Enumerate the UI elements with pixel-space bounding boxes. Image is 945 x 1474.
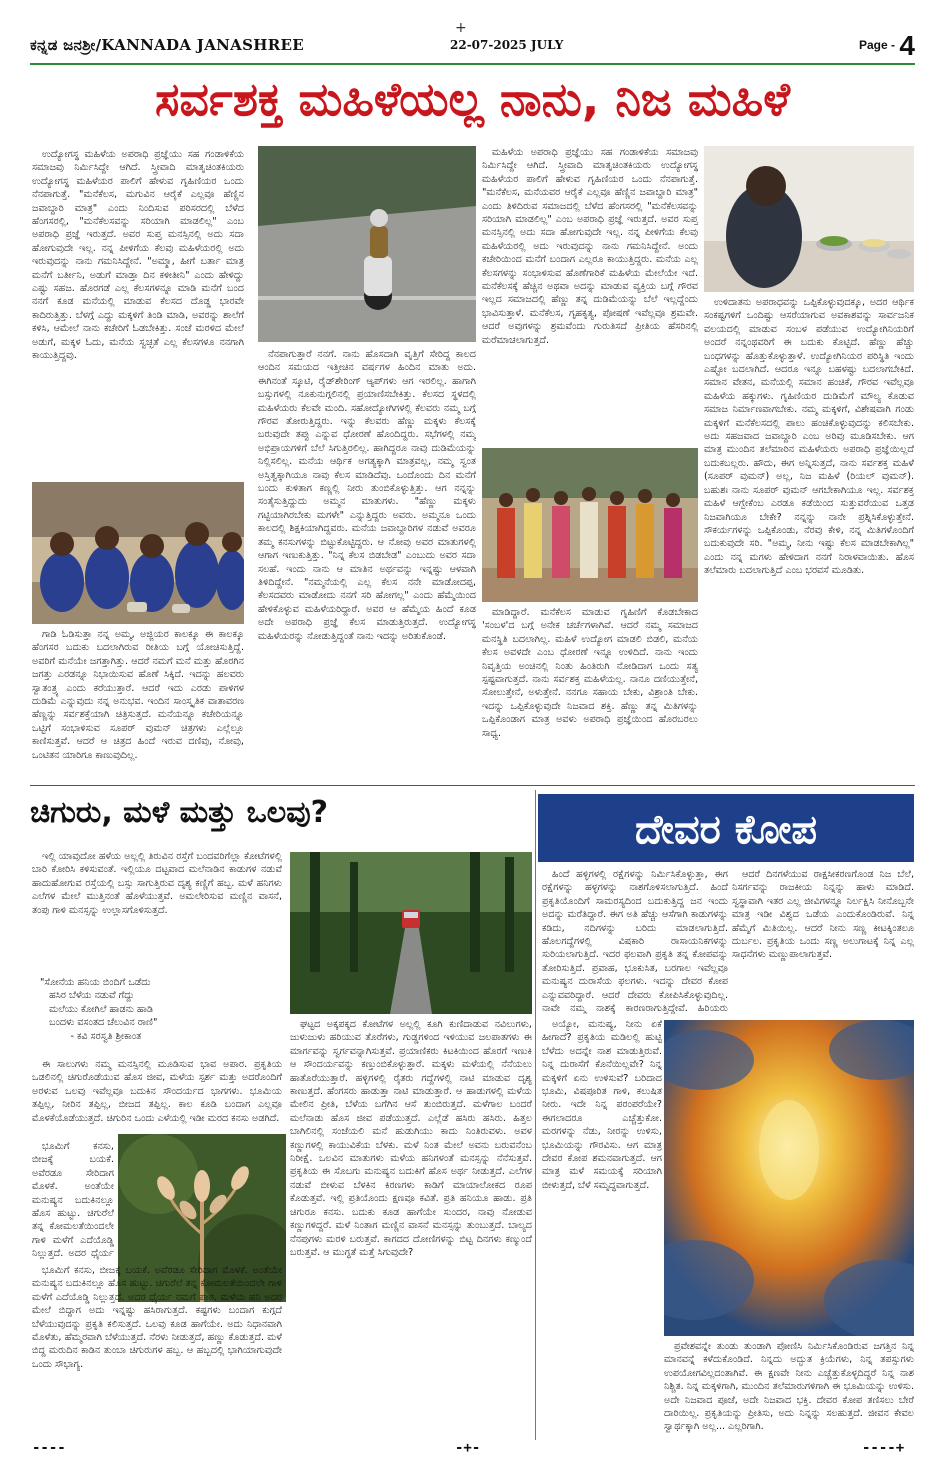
main-col2-paragraph: ನೆನಪಾಗುತ್ತಾರೆ ನನಗೆ. ನಾನು ಹೊಸದಾಗಿ ವೃತ್ತಿಗೆ ಸೇರಿದ್ದ ಕಾಲದ ಆಂದಿನ ಸಮಯದ ಇತ್ತೀಚಿನ ವರ್ಷಗಳ ಹಿಂದಿನ ಮಾತು ಅದು. ಈಗಿನಂತೆ ಸ್ಕೂಟಿ, ರೈಡ್‌ಶೇರಿಂಗ್ ಆ್ಯಪ್‌ಗಳು ಆಗ ಇರಲಿಲ್ಲ. ಹಾಗಾಗಿ ಬಸ್ಸುಗಳಲ್ಲಿ ನೂಕುನುಗ್ಗಲಿನಲ್ಲಿ ಪ್ರಯಾಣಿಸಬೇಕಿತ್ತು. ಕೆಲಸದ ಸ್ಥಳದಲ್ಲಿ ಮಹಿಳೆಯರು ಕೆಲವೇ ಮಂದಿ. ಸಹೋದ್ಯೋಗಿಗಳಲ್ಲಿ ಕೆಲವರು ನಮ್ಮ ಬಗ್ಗೆ ಗೌರವ ತೋರುತ್ತಿದ್ದರು. ಇನ್ನು ಕೆಲವರು ಹೆಣ್ಣು ಮಕ್ಕಳು ಕೆಲಸಕ್ಕೆ ಬರುವುದೇ ತಪ್ಪು ಎನ್ನುವ ಧೋರಣೆ ಹೊಂದಿದ್ದರು. ಸಭೆಗಳಲ್ಲಿ ನಮ್ಮ ಅಭಿಪ್ರಾಯಗಳಿಗೆ ಬೆಲೆ ಸಿಗುತ್ತಿರಲಿಲ್ಲ. ಹಾಗಿದ್ದರೂ ನಾವು ದುಡಿಮೆಯನ್ನು ನಿಲ್ಲಿಸಲಿಲ್ಲ. ಮನೆಯ ಆರ್ಥಿಕ ಅಗತ್ಯಕ್ಕಾಗಿ ಮಾತ್ರವಲ್ಲ, ನಮ್ಮ ಸ್ವಂತ ಅಸ್ತಿತ್ವಕ್ಕಾಗಿಯೂ ನಾವು ಕೆಲಸ ಮಾಡಿದೆವು. ಒಂದೊಂದು ದಿನ ಮನೆಗೆ ಬಂದು ಕುಳಿತಾಗ ಕಣ್ಣಲ್ಲಿ ನೀರು ತುಂಬಿಕೊಳ್ಳುತ್ತಿತ್ತು. ಆಗ ನನ್ನನ್ನು ಸಂತೈಸುತ್ತಿದ್ದುದು ಅಮ್ಮನ ಮಾತುಗಳು. "ಹೆಣ್ಣು ಮಕ್ಕಳು ಗಟ್ಟಿಯಾಗಿರಬೇಕು ಮಗಳೇ" ಎನ್ನುತ್ತಿದ್ದರು ಅವರು. ಅಮ್ಮನೂ ಒಂದು ಕಾಲದಲ್ಲಿ ಶಿಕ್ಷಕಿಯಾಗಿದ್ದವರು. ಮನೆಯ ಜವಾಬ್ದಾರಿಗಳ ನಡುವೆ ಅವರೂ ತಮ್ಮ ಕನಸುಗಳನ್ನು ಬಿಟ್ಟುಕೊಟ್ಟಿದ್ದರು. ಆ ನೋವು ಅವರ ಮಾತುಗಳಲ್ಲಿ ಆಗಾಗ ಇಣುಕುತ್ತಿತ್ತು. "ನಿನ್ನ ಕೆಲಸ ಬಿಡಬೇಡ" ಎಂಬುದು ಅವರ ಸದಾ ಸಲಹೆ. ಇಂದು ನಾನು ಆ ಮಾತಿನ ಅರ್ಥವನ್ನು ಇನ್ನಷ್ಟು ಆಳವಾಗಿ ತಿಳಿದಿದ್ದೇನೆ. "ನಮ್ಮನೆಯಲ್ಲಿ ಎಲ್ಲ ಕೆಲಸ ನನೇ ಮಾಡೋದಪ್ಪ, ಕೆಲಸದವರು ಮಾಡೋದು ನನಗೆ ಸರಿ ಹೋಗಲ್ಲ" ಎಂದು ಹೆಮ್ಮೆಯಿಂದ ಹೇಳಿಕೊಳ್ಳುವ ಮಹಿಳೆಯರಿದ್ದಾರೆ. ಅವರ ಆ ಹೆಮ್ಮೆಯ ಹಿಂದೆ ಕೂಡ ಅದೇ ಅಪರಾಧಿ ಪ್ರಜ್ಞೆ ಕೆಲಸ ಮಾಡುತ್ತಿರುತ್ತದೆ. ಉದ್ಯೋಗಸ್ಥ ಮಹಿಳೆಯರನ್ನು ನೋಡುತ್ತಿದ್ದಂತೆ ನಾನು ಇದನ್ನು ಅರಿತುಕೊಂಡೆ.: [258, 349, 476, 642]
main-article-col4: [704, 296, 914, 780]
photo-woman-kitchen: [704, 146, 914, 292]
main-article-col2: [258, 348, 476, 780]
third-article-col1-b: [542, 1018, 662, 1434]
main-col3-paragraph: ಮಹಿಳೆಯ ಅಪರಾಧಿ ಪ್ರಜ್ಞೆಯು ಸಹ ಗಂಡಾಳಿಕೆಯ ಸಮಾಜವು ನಿರ್ಮಿಸಿದ್ದೇ ಆಗಿದೆ. ಸ್ತ್ರೀವಾದಿ ಮಾತೃಚಿಂತಕಿಯರು ಉದ್ಯೋಗಸ್ಥ ಮಹಿಳೆಯರ ಪಾಲಿಗೆ ಹೇಳುವ ಗೃಹಿಣಿಯರ ಒಂದು ನೆನಪಾಗುತ್ತೆ. "ಮನೆಕೆಲಸ, ಮನೆಯವರ ಆರೈಕೆ ಎಲ್ಲವೂ ಹೆಣ್ಣಿನ ಜವಾಬ್ದಾರಿ ಮಾತ್ರ" ಎಂದು ತಿಳಿದಿರುವ ಸಮಾಜದಲ್ಲಿ ಬೆಳೆದ ಹೆಂಗಸರಲ್ಲಿ "ಮನೆಕೆಲಸವನ್ನು ಸರಿಯಾಗಿ ಮಾಡಲಿಲ್ಲ" ಎಂಬ ಅಪರಾಧಿ ಪ್ರಜ್ಞೆ ಇರುತ್ತದೆ. ಅವರ ಸುಪ್ತ ಮನಸ್ಸಿನಲ್ಲಿ ಅದು ಸದಾ ಹೋಗುವುದೇ ಇಲ್ಲ. ನನ್ನ ಪೀಳಿಗೆಯ ಕೆಲವು ಮಹಿಳೆಯರಲ್ಲಿ ಅದು ಇರುವುದನ್ನು ನಾನು ಗಮನಿಸಿದ್ದೇನೆ. ಅಂದು ಕಚೇರಿಯಿಂದ ಮನೆಗೆ ಬಂದಾಗ ಎಲ್ಲರೂ ಕಾಯುತ್ತಿದ್ದರು. ಮನೆಯ ಎಲ್ಲ ಕೆಲಸಗಳನ್ನು ಸಂಭಾಳಿಸುವ ಹೊಣೆಗಾರಿಕೆ ಮಹಿಳೆಯ ಮೇಲೆಯೇ ಇದೆ. ಮನೆಕೆಲಸಕ್ಕೆ ಹೆಚ್ಚಿನ ಅಥವಾ ಅದನ್ನು ಮಾಡುವ ವ್ಯಕ್ತಿಯ ಬಗ್ಗೆ ಗೌರವ ಇಲ್ಲದ ಸಮಾಜದಲ್ಲಿ ಹೆಣ್ಣು ತನ್ನ ದುಡಿಮೆಯನ್ನು ಬೆಲೆ ಇಲ್ಲದ್ದೆಂದು ಭಾವಿಸುತ್ತಾಳೆ. ಮನೆಕೆಲಸ, ಗೃಹಕೃತ್ಯ, ಪೋಷಣೆ ಇವೆಲ್ಲವೂ ಶ್ರಮವೇ. ಆದರೆ ಅವುಗಳನ್ನು ಶ್ರಮವೆಂದು ಗುರುತಿಸದೆ ಪ್ರೀತಿಯ ಹೆಸರಿನಲ್ಲಿ ಮರೆಮಾಚಲಾಗುತ್ತದೆ.: [482, 147, 698, 346]
footer-right-mark: ----+: [862, 1440, 905, 1456]
second-col2-paragraph: ಘಟ್ಟದ ಅಕ್ಕಪಕ್ಕದ ಕೋಟೆಗಳ ಅಲ್ಲಲ್ಲಿ ಕೂಗಿ ಕುಣಿದಾಡುವ ನವಿಲುಗಳು, ಜುಳುಜುಳು ಹರಿಯುವ ತೊರೆಗಳು, ಗುಡ್ಡಗಳಿಂದ ಇಳಿಯುವ ಜಲಪಾತಗಳು ಈ ಮಾರ್ಗವನ್ನು ಸ್ವರ್ಗವನ್ನಾಗಿಸುತ್ತವೆ. ಪ್ರಯಾಣಿಕರು ಕಿಟಕಿಯಿಂದ ಹೊರಗೆ ಇಣುಕಿ ಆ ಸೌಂದರ್ಯವನ್ನು ಕಣ್ತುಂಬಿಕೊಳ್ಳುತ್ತಾರೆ. ಮಕ್ಕಳು ಮಳೆಯಲ್ಲಿ ನೆನೆಯಲು ಹಾತೊರೆಯುತ್ತಾರೆ. ಹಳ್ಳಿಗಳಲ್ಲಿ ರೈತರು ಗದ್ದೆಗಳಲ್ಲಿ ನಾಟಿ ಮಾಡುವ ದೃಶ್ಯ ಕಾಣುತ್ತದೆ. ಹೆಂಗಸರು ಹಾಡುತ್ತಾ ನಾಟಿ ಮಾಡುತ್ತಾರೆ. ಆ ಹಾಡುಗಳಲ್ಲಿ ಮಳೆಯ ಮೇಲಿನ ಪ್ರೀತಿ, ಬೆಳೆಯ ಬಗೆಗಿನ ಆಸೆ ತುಂಬಿರುತ್ತದೆ. ಮಳೆಗಾಲ ಬಂದರೆ ಮಲೆನಾಡು ಹೊಸ ಜೀವ ಪಡೆಯುತ್ತದೆ. ಎಲ್ಲೆಡೆ ಹಸಿರು ಹಸಿರು. ಹಿತ್ತಲ ಬಾಗಿಲಿನಲ್ಲಿ ಸಂಜೆಯಲಿ ಮನೆ ಹುಡುಗಿಯು ಕಾದು ನಿಂತಿರುವಳು. ಅವಳ ಕಣ್ಣುಗಳಲ್ಲಿ ಕಾಯುವಿಕೆಯ ಬೆಳಕು. ಮಳೆ ನಿಂತ ಮೇಲೆ ಅವನು ಬರುವನೆಂಬ ನಿರೀಕ್ಷೆ. ಒಲವಿನ ಮಾತುಗಳು ಮಳೆಯ ಹನಿಗಳಂತೆ ಮನಸ್ಸನ್ನು ನೆನೆಸುತ್ತವೆ. ಪ್ರಕೃತಿಯ ಈ ಸೊಬಗು ಮನುಷ್ಯನ ಬದುಕಿಗೆ ಹೊಸ ಅರ್ಥ ನೀಡುತ್ತದೆ. ಎಲೆಗಳ ನಡುವೆ ಬೀಳುವ ಬೆಳಕಿನ ಕಿರಣಗಳು ಕಾಡಿಗೆ ಮಾಯಾಲೋಕದ ರೂಪ ಕೊಡುತ್ತವೆ. ಇಲ್ಲಿ ಪ್ರತಿಯೊಂದು ಕ್ಷಣವೂ ಕವಿತೆ. ಪ್ರತಿ ಹನಿಯೂ ಹಾಡು. ಪ್ರತಿ ಚಿಗುರೂ ಕನಸು. ಬದುಕು ಕೂಡ ಹಾಗೆಯೇ ಸುಂದರ, ನಾವು ನೋಡುವ ಕಣ್ಣುಗಳಿದ್ದರೆ. ಮಳೆ ನಿಂತಾಗ ಮಣ್ಣಿನ ವಾಸನೆ ಮನಸ್ಸನ್ನು ತುಂಬುತ್ತದೆ. ಬಾಲ್ಯದ ನೆನಪುಗಳು ಮರಳಿ ಬರುತ್ತವೆ. ಕಾಗದದ ದೋಣಿಗಳನ್ನು ಬಿಟ್ಟ ದಿನಗಳು ಕಣ್ಮುಂದೆ ಬರುತ್ತವೆ. ಆ ಮುಗ್ಧತೆ ಮತ್ತೆ ಸಿಗುವುದೇ?: [290, 1019, 532, 1258]
photo-woman-scooter: [258, 146, 476, 342]
main-article-col1-continued: [32, 628, 244, 780]
photo-forest-road-bus: [290, 852, 532, 1014]
main-col1-paragraph: ಉದ್ಯೋಗಸ್ಥ ಮಹಿಳೆಯ ಅಪರಾಧಿ ಪ್ರಜ್ಞೆಯು ಸಹ ಗಂಡಾಳಿಕೆಯ ಸಮಾಜವು ನಿರ್ಮಿಸಿದ್ದೇ ಆಗಿದೆ. ಸ್ತ್ರೀವಾದಿ ಮಾತೃಚಿಂತಕಿಯರು ಉದ್ಯೋಗಸ್ಥ ಮಹಿಳೆಯರ ಪಾಲಿಗೆ ಹೇಳುವ ಗೃಹಿಣಿಯರ ಒಂದು ನೆನಪಾಗುತ್ತೆ. "ಮನೆಕೆಲಸ, ಮಗುವಿನ ಆರೈಕೆ ಎಲ್ಲವೂ ಹೆಣ್ಣಿನ ಜವಾಬ್ದಾರಿ ಮಾತ್ರ" ಎಂದು ನಿಂದಿಸುವ ಪರಿಸರದಲ್ಲಿ ಬೆಳೆದ ಹೆಂಗಸರಲ್ಲಿ, "ಮನೆಕೆಲಸವನ್ನು ಸರಿಯಾಗಿ ಮಾಡಲಿಲ್ಲ" ಎಂಬ ಅಪರಾಧಿ ಪ್ರಜ್ಞೆ ಇರುತ್ತದೆ. ಅವರ ಸುಪ್ತ ಮನಸ್ಸಿನಲ್ಲಿ ಅದು ಸದಾ ಹೋಗುವುದೇ ಇಲ್ಲ. ನನ್ನ ಪೀಳಿಗೆಯ ಕೆಲವು ಮಹಿಳೆಯರಲ್ಲಿ ಅದು ಇರುವುದನ್ನು ನಾನು ಗಮನಿಸಿದ್ದೇನೆ. "ಅಮ್ಮಾ, ಹೀಗೆ ಬರ್ತಾ ಮಾತ್ರ ಮನೆಗೆ ಬರ್ತೀನಿ, ಅಡುಗೆ ಮಾಡ್ತಾ ದಿನ ಕಳೀತೀನಿ" ಎಂದು ಹೇಳಿದ್ದು ಎಷ್ಟು ಸಹಜ. ಹೊರಗಡೆ ಎಲ್ಲ ಕೆಲಸಗಳನ್ನೂ ಮಾಡಿ ಮನೆಗೆ ಬಂದ ನನಗೆ ಕೂಡ ಮನೆಯಲ್ಲಿ ಮಾಡುವ ಕೆಲಸದ ದೊಡ್ಡ ಭಾರವೇ ಕಾದಿರುತ್ತಿತ್ತು. ಬೆಳಗ್ಗೆ ಎದ್ದು ಮಕ್ಕಳಿಗೆ ತಿಂಡಿ ಮಾಡಿ, ಅವರನ್ನು ಶಾಲೆಗೆ ಕಳಿಸಿ, ಆಮೇಲೆ ನಾನು ಕಚೇರಿಗೆ ಓಡಬೇಕಿತ್ತು. ಸಂಜೆ ಮರಳಿದ ಮೇಲೆ ಅಡುಗೆ, ಮಕ್ಕಳ ಓದು, ಮನೆಯ ಸ್ವಚ್ಛತೆ ಎಲ್ಲ ಕೆಲಸಗಳೂ ನನಗಾಗಿ ಕಾಯುತ್ತಿದ್ದವು.: [32, 149, 244, 362]
main-article-col3: [482, 146, 698, 444]
footer-left-mark: ----: [32, 1440, 66, 1456]
second-col1d-paragraph: ಭೂಮಿಗೆ ಕನಸು, ಬೀಜಕ್ಕೆ ಬಯಕೆ. ಅವೆರಡೂ ಸೇರಿದಾಗ ಮೊಳಕೆ. ಅಂತೆಯೇ ಮನುಷ್ಯನ ಬದುಕಿನಲ್ಲೂ ಹೊಸ ಹುಟ್ಟು. ಚಿಗುರೆಲೆ ತನ್ನ ಕೋಮಲತೆಯಿಂದಲೇ ಗಾಳಿ ಮಳೆಗೆ ಎದೆಯೊಡ್ಡಿ ನಿಲ್ಲುತ್ತದೆ. ಅದರ ಧೈರ್ಯ ನಮಗೆ ಪಾಠ. ಮಳೆಯ ಹನಿ ಅದರ ಮೇಲೆ ಬಿದ್ದಾಗ ಅದು ಇನ್ನಷ್ಟು ಹಸಿರಾಗುತ್ತದೆ. ಕಷ್ಟಗಳು ಬಂದಾಗ ಕುಗ್ಗದೆ ಬೆಳೆಯುವುದನ್ನು ಪ್ರಕೃತಿ ಕಲಿಸುತ್ತದೆ. ಒಲವು ಕೂಡ ಹಾಗೆಯೇ. ಅದು ನಿಧಾನವಾಗಿ ಮೊಳೆತು, ಹೆಮ್ಮರವಾಗಿ ಬೆಳೆಯುತ್ತದೆ. ನೆರಳು ನೀಡುತ್ತದೆ, ಹಣ್ಣು ಕೊಡುತ್ತದೆ. ಮಳೆ ಬಿದ್ದ ಮರುದಿನ ಕಾಡಿನ ತುಂಬಾ ಚಿಗುರುಗಳ ಹಬ್ಬ. ಆ ಹಬ್ಬದಲ್ಲಿ ಭಾಗಿಯಾಗುವುದೇ ಒಂದು ಸೌಭಾಗ್ಯ.: [32, 1265, 282, 1370]
third-col2-paragraph: ಆದರೆ ದಿನಗಳೆಯುವ ರಾಕ್ಷಸೀಕರಣಗೊಂಡ ನಿಜ ಬೆಲೆ, ನಿಸರ್ಗವನ್ನು ರಾಜಕೀಯ ನಿನ್ನನ್ನು ಹಾಳು ಮಾಡಿದೆ. ಸ್ವಸ್ಥಾವಾಗಿ ಇತರ ಎಲ್ಲ ಜೀವಿಗಳನ್ನೂ ನಿರ್ಲಕ್ಷಿಸಿ ನೀನೊಬ್ಬನೇ ಮಾತ್ರ ಇಡೀ ವಿಶ್ವದ ಒಡೆಯ ಎಂದುಕೊಂಡಿರುವೆ. ನಿನ್ನ ಹೆಮ್ಮೆಗೆ ಮಿತಿಯಿಲ್ಲ. ಆದರೆ ನೀನು ಸಣ್ಣ ಕೀಟಕ್ಕಿಂತಲೂ ದುರ್ಬಲ. ಪ್ರಕೃತಿಯ ಒಂದು ಸಣ್ಣ ಅಲುಗಾಟಕ್ಕೆ ನಿನ್ನ ಎಲ್ಲ ಸಾಧನೆಗಳು ಮಣ್ಣುಪಾಲಾಗುತ್ತವೆ.: [732, 869, 914, 961]
scooter-road-illustration: [258, 146, 476, 342]
newspaper-name: [30, 36, 304, 54]
page-number: 4: [899, 30, 915, 61]
masthead: [30, 20, 915, 61]
section-divider: [30, 785, 915, 786]
third-article-col2: [732, 868, 914, 1014]
main-col1b-paragraph: ಗಾಡಿ ಓಡಿಸುತ್ತಾ ನನ್ನ ಅಮ್ಮ, ಅಜ್ಜಿಯರ ಕಾಲಕ್ಕೂ ಈ ಕಾಲಕ್ಕೂ ಹೆಂಗಸರ ಬದುಕು ಬದಲಾಗಿರುವ ರೀತಿಯ ಬಗ್ಗೆ ಯೋಚಿಸುತ್ತಿದ್ದೆ. ಅವರಿಗೆ ಮನೆಯೇ ಜಗತ್ತಾಗಿತ್ತು. ಆದರೆ ನಮಗೆ ಮನೆ ಮತ್ತು ಹೊರಗಿನ ಜಗತ್ತು ಎರಡನ್ನೂ ನಿಭಾಯಿಸುವ ಹೊಣೆ ಸಿಕ್ಕಿದೆ. ಇದನ್ನು ಹಲವರು ಸ್ವಾತಂತ್ರ್ಯ ಎಂದು ಕರೆಯುತ್ತಾರೆ. ಆದರೆ ಇದು ಎರಡು ಪಾಳಿಗಳ ದುಡಿಮೆ ಎನ್ನುವುದು ನನ್ನ ಅನುಭವ. ಇಂದಿನ ಸಾಂಸ್ಕೃತಿಕ ವಾತಾವರಣ ಹೆಣ್ಣನ್ನು ಸರ್ವಶಕ್ತೆಯಾಗಿ ಚಿತ್ರಿಸುತ್ತದೆ. ಮನೆಯನ್ನೂ ಕಚೇರಿಯನ್ನೂ ಒಟ್ಟಿಗೆ ಸಂಭಾಳಿಸುವ ಸೂಪರ್ ವುಮನ್ ಚಿತ್ರಗಳು ಎಲ್ಲೆಲ್ಲೂ ಕಾಣಿಸುತ್ತವೆ. ಆದರೆ ಆ ಚಿತ್ರದ ಹಿಂದೆ ಇರುವ ದಣಿವು, ನೋವು, ಒಂಟಿತನ ಯಾರಿಗೂ ಕಾಣುವುದಿಲ್ಲ.: [32, 629, 244, 761]
page-label: Page -: [858, 38, 895, 52]
main-article-col3-continued: [482, 606, 698, 780]
third-col1b-paragraph: ಅಯ್ಯೋ, ಮನುಷ್ಯ, ನೀನು ಏಕೆ ಹೀಗಾದೆ? ಪ್ರಕೃತಿಯ ಮಡಿಲಲ್ಲಿ ಹುಟ್ಟಿ ಬೆಳೆದು ಅದನ್ನೇ ನಾಶ ಮಾಡುತ್ತಿರುವೆ. ನಿನ್ನ ದುರಾಸೆಗೆ ಕೊನೆಯಿಲ್ಲವೇ? ನಿನ್ನ ಮಕ್ಕಳಿಗೆ ಏನು ಉಳಿಸುವೆ? ಬರಿದಾದ ಭೂಮಿ, ವಿಷಪೂರಿತ ಗಾಳಿ, ಕಲುಷಿತ ನೀರು. ಇದೇ ನಿನ್ನ ಪರಂಪರೆಯೇ? ಈಗಲಾದರೂ ಎಚ್ಚೆತ್ತುಕೋ. ಮರಗಳನ್ನು ನೆಡು, ನೀರನ್ನು ಉಳಿಸು, ಭೂಮಿಯನ್ನು ಗೌರವಿಸು. ಆಗ ಮಾತ್ರ ದೇವರ ಕೋಪ ಶಮನವಾಗುತ್ತದೆ. ಆಗ ಮಾತ್ರ ಮಳೆ ಸಮಯಕ್ಕೆ ಸರಿಯಾಗಿ ಬೀಳುತ್ತದೆ, ಬೆಳೆ ಸಮೃದ್ಧವಾಗುತ್ತದೆ.: [542, 1019, 662, 1191]
main-col4-paragraph: ಉಳಿದಾತನು ಅಪರಾಧವನ್ನು ಒಪ್ಪಿಕೊಳ್ಳುವುದಕ್ಕೂ, ಅದರ ಆರ್ಥಿಕ ಸಂಕಷ್ಟಗಳಿಗೆ ಒಂದಿಷ್ಟು ಆಸರೆಯಾಗುವ ಅವಕಾಶವನ್ನು ಸಾರ್ವಜನಿಕ ವಲಯದಲ್ಲಿ ಮಾಡುವ ಸಂಬಳ ಪಡೆಯುವ ಉದ್ಯೋಗಿನಿಯರಿಗೆ ಅಂದರೆ ನನ್ನಂಥವರಿಗೆ ಈ ಬದುಕು ಕೊಟ್ಟಿದೆ. ಹೆಣ್ಣು ಹೆಚ್ಚು ಬಂಧಗಳನ್ನು ಹೊತ್ತುಕೊಳ್ಳುತ್ತಾಳೆ. ಉದ್ಯೋಗಿನಿಯರ ಪರಿಸ್ಥಿತಿ ಇಂದು ಎಷ್ಟೋ ಬದಲಾಗಿದೆ. ಆದರೂ ಇನ್ನೂ ಬಹಳಷ್ಟು ಬದಲಾಗಬೇಕಿದೆ. ಸಮಾನ ವೇತನ, ಮನೆಯಲ್ಲಿ ಸಮಾನ ಹಂಚಿಕೆ, ಗೌರವ ಇವೆಲ್ಲವೂ ಮಹಿಳೆಯ ಹಕ್ಕುಗಳು. ಗೃಹಿಣಿಯರ ದುಡಿಮೆಗೆ ಮೌಲ್ಯ ಕೊಡುವ ಸಮಾಜ ನಿರ್ಮಾಣವಾಗಬೇಕು. ನಮ್ಮ ಮಕ್ಕಳಿಗೆ, ವಿಶೇಷವಾಗಿ ಗಂಡು ಮಕ್ಕಳಿಗೆ ಮನೆಕೆಲಸದಲ್ಲಿ ಪಾಲು ಹಂಚಿಕೊಳ್ಳುವುದನ್ನು ಕಲಿಸಬೇಕು. ಅದು ಸಹಜವಾದ ಜವಾಬ್ದಾರಿ ಎಂಬ ಅರಿವು ಮೂಡಿಸಬೇಕು. ಆಗ ಮಾತ್ರ ಮುಂದಿನ ತಲೆಮಾರಿನ ಮಹಿಳೆಯರು ಅಪರಾಧಿ ಪ್ರಜ್ಞೆಯಿಲ್ಲದೆ ಬದುಕಬಲ್ಲರು. ಹೌದು, ಈಗ ಅನ್ನಿಸುತ್ತದೆ, ನಾನು ಸರ್ವಶಕ್ತ ಮಹಿಳೆ (ಸೂಪರ್ ವುಮನ್) ಅಲ್ಲ, ನಿಜ ಮಹಿಳೆ (ರಿಯಲ್ ವುಮನ್). ಬಹುಶಃ ನಾನು ಸೂಪರ್ ವುಮನ್ ಆಗಬೇಕಾಗಿಯೂ ಇಲ್ಲ. ಸರ್ವಶಕ್ತ ಮಹಿಳೆ ಆಗ್ಬೇಕೆಂಬ ಎರಡೂ ಕಡೆಯಿಂದ ಸುತ್ತುವರೆಯುವ ಒತ್ತಡ ನಿಜವಾಗಿಯೂ ಬೇಕೇ? ನನ್ನನ್ನು ನಾನೇ ಪ್ರಶ್ನಿಸಿಕೊಳ್ಳುತ್ತೇನೆ. ಸೌಕರ್ಯಗಳನ್ನು ಒಪ್ಪಿಕೊಂಡು, ನೆರವು ಕೇಳಿ, ನನ್ನ ಮಿತಿಗಳೊಂದಿಗೆ ಬದುಕುವುದೇ ಸರಿ. "ಅಮ್ಮ, ನೀನು ಇಷ್ಟು ಕೆಲಸ ಮಾಡಬೇಕಾಗಿಲ್ಲ" ಎಂದು ನನ್ನ ಮಗಳು ಹೇಳಿದಾಗ ನನಗೆ ನಿರಾಳವಾಯಿತು. ಹೊಸ ತಲೆಮಾರು ಬದಲಾಗುತ್ತಿದೆ ಎಂಬ ಭರವಸೆ ಮೂಡಿತು.: [704, 297, 914, 577]
footer-center-mark: -+-: [455, 1440, 481, 1456]
second-article-poem: "ಸೋನೆಯ ಹನಿಯ ಬಿಂದಿಗೆ ಒಡೆದು ಹಸಿರ ಬೆಳೆಯ ನಡುವೆ ಗೆದ್ದು ಮಲೆಯು ಕೋಗಿಲೆ ಹಾಡನು ಹಾಡಿ ಬಂದಳು ವಸಂತದ ಚೆಲುವಿನ ರಾಣಿ" - ಕವಿ ಸರಸ್ವತಿ ಶ್ರೀಕಾಂತ: [40, 977, 158, 1042]
second-article-headline: ಚಿಗುರು, ಮಳೆ ಮತ್ತು ಒಲವು?: [30, 795, 329, 830]
women-workers-illustration: [32, 482, 244, 624]
brand-kannada: ಕನ್ನಡ ಜನಶ್ರೀ/: [30, 36, 102, 54]
second-article-col2: [290, 1018, 532, 1434]
second-article-col1: [32, 850, 282, 972]
third-article-col2-b: [664, 1340, 914, 1434]
second-col1-paragraph: ಇಲ್ಲಿ ಯಾವುದೋ ಹಳೆಯ ಅಲ್ಲಲ್ಲಿ ತಿರುವಿನ ರಸ್ತೆಗೆ ಬಂದವರಿಗೆಲ್ಲಾ ಕೋಟೆಗಳಲ್ಲಿ ಬಾರಿ ಕೋರಿಸಿ ಕಳಿಸುವಂತೆ. ಇಲ್ಲಿಯೂ ದಟ್ಟವಾದ ಮಲೆನಾಡಿನ ಕಾಡುಗಳ ನಡುವೆ ಹಾದುಹೋಗುವ ರಸ್ತೆಯಲ್ಲಿ ಬಸ್ಸು ಸಾಗುತ್ತಿರುವ ದೃಶ್ಯ ಕಣ್ಣಿಗೆ ಹಬ್ಬ. ಮಳೆ ಹನಿಗಳು ಎಲೆಗಳ ಮೇಲೆ ಮುತ್ತಿನಂತೆ ಹೊಳೆಯುತ್ತವೆ. ಅಮಲೇರಿಸುವ ಮಣ್ಣಿನ ವಾಸನೆ, ತಂಪು ಗಾಳಿ ಮನಸ್ಸನ್ನು ಉಲ್ಲಾಸಗೊಳಿಸುತ್ತದೆ.: [32, 851, 282, 916]
divine-storm-illustration: [664, 1020, 914, 1336]
kitchen-illustration: [704, 146, 914, 292]
second-col1c-paragraph: ಭೂಮಿಗೆ ಕನಸು, ಬೀಜಕ್ಕೆ ಬಯಕೆ. ಅವೆರಡೂ ಸೇರಿದಾಗ ಮೊಳಕೆ. ಅಂತೆಯೇ ಮನುಷ್ಯನ ಬದುಕಿನಲ್ಲೂ ಹೊಸ ಹುಟ್ಟು. ಚಿಗುರೆಲೆ ತನ್ನ ಕೋಮಲತೆಯಿಂದಲೇ ಗಾಳಿ ಮಳೆಗೆ ಎದೆಯೊಡ್ಡಿ ನಿಲ್ಲುತ್ತದೆ. ಅದರ ಧೈರ್ಯ: [32, 1141, 114, 1260]
page-number-block: [859, 30, 915, 62]
second-article-col1-c-narrow: [32, 1140, 114, 1260]
column-separator: [535, 790, 536, 1440]
second-col1b-paragraph: ಈ ಸಾಲುಗಳು ನಮ್ಮ ಮನಸ್ಸಿನಲ್ಲಿ ಮೂಡಿಸುವ ಭಾವ ಅಪಾರ. ಪ್ರಕೃತಿಯ ಒಡಲಿನಲ್ಲಿ ಚಿಗುರೊಡೆಯುವ ಹೊಸ ಜೀವ, ಮಳೆಯ ಸ್ಪರ್ಶ ಮತ್ತು ಅದರೊಂದಿಗೆ ಅರಳುವ ಒಲವು ಇವೆಲ್ಲವೂ ಬದುಕಿನ ಸೌಂದರ್ಯದ ಭಾಗಗಳು. ಭೂಮಿಯ ತಪ್ಪಿಲ್ಲ, ನೀರಿನ ತಪ್ಪಿಲ್ಲ, ಬೀಜದ ತಪ್ಪಿಲ್ಲ. ಕಾಲ ಕೂಡಿ ಬಂದಾಗ ಎಲ್ಲವೂ ಮೊಳಕೆಯೊಡೆಯುತ್ತದೆ. ಚಿಗುರಿನ ಒಂದು ಎಳೆಯಲ್ಲಿ ಇಡೀ ಮರದ ಕನಸು ಅಡಗಿದೆ.: [32, 1059, 282, 1124]
photo-divine-storm: [664, 1020, 914, 1336]
photo-women-workers: [32, 482, 244, 624]
photo-women-gathering: [482, 448, 698, 602]
masthead-rule: [30, 63, 915, 65]
second-article-col1-d: [32, 1264, 282, 1434]
main-col3b-paragraph: ಮಾಡಿದ್ದಾರೆ. ಮನೆಕೆಲಸ ಮಾಡುವ ಗೃಹಿಣಿಗೆ ಕೊಡಬೇಕಾದ 'ಸಂಬಳ'ದ ಬಗ್ಗೆ ಅನೇಕ ಚರ್ಚೆಗಳಾಗಿವೆ. ಆದರೆ ನಮ್ಮ ಸಮಾಜದ ಮನಸ್ಥಿತಿ ಬದಲಾಗಿಲ್ಲ. ಮಹಿಳೆ ಉದ್ಯೋಗ ಮಾಡಲಿ ಬಿಡಲಿ, ಮನೆಯ ಕೆಲಸ ಅವಳದೇ ಎಂಬ ಧೋರಣೆ ಇನ್ನೂ ಉಳಿದಿದೆ. ನಾನು ಇಂದು ನಿವೃತ್ತಿಯ ಅಂಚಿನಲ್ಲಿ ನಿಂತು ಹಿಂತಿರುಗಿ ನೋಡಿದಾಗ ಒಂದು ಸತ್ಯ ಸ್ಪಷ್ಟವಾಗುತ್ತದೆ. ನಾನು ಸರ್ವಶಕ್ತ ಮಹಿಳೆಯಲ್ಲ. ನಾನೂ ದಣಿಯುತ್ತೇನೆ, ಸೋಲುತ್ತೇನೆ, ಅಳುತ್ತೇನೆ. ನನಗೂ ಸಹಾಯ ಬೇಕು, ವಿಶ್ರಾಂತಿ ಬೇಕು. ಇದನ್ನು ಒಪ್ಪಿಕೊಳ್ಳುವುದೇ ನಿಜವಾದ ಶಕ್ತಿ. ಹೆಣ್ಣು ತನ್ನ ಮಿತಿಗಳನ್ನು ಒಪ್ಪಿಕೊಂಡಾಗ ಮಾತ್ರ ಅವಳು ಅಪರಾಧಿ ಪ್ರಜ್ಞೆಯಿಂದ ಹೊರಬರಲು ಸಾಧ್ಯ.: [482, 607, 698, 739]
main-article-col1: [32, 148, 244, 478]
third-col1-paragraph: ಹಿಂದೆ ಹಳ್ಳಿಗಳಲ್ಲಿ ರಕ್ಷೆಗಳನ್ನು ನಿರ್ಮಿಸಿಕೊಳ್ಳುತ್ತಾ, ಈಗ ರಕ್ಷೆಗಳನ್ನು ಹಳ್ಳಗಳನ್ನು ನಾಶಗೊಳಿಸಲಾಗುತ್ತಿದೆ. ಹಿಂದೆ ಪ್ರಕೃತಿಯೊಂದಿಗೆ ಸಾಮರಸ್ಯದಿಂದ ಬದುಕುತ್ತಿದ್ದ ಜನ ಇಂದು ಅದನ್ನು ಮರೆತಿದ್ದಾರೆ. ಈಗ ಅತಿ ಹೆಚ್ಚು ಆಸೆಗಾಗಿ ಕಾಡುಗಳನ್ನು ಕಡಿದು, ನದಿಗಳನ್ನು ಬರಿದು ಮಾಡಲಾಗುತ್ತಿದೆ. ಹೊಲಗದ್ದೆಗಳಲ್ಲಿ ವಿಷಕಾರಿ ರಾಸಾಯನಿಕಗಳನ್ನು ಸುರಿಯಲಾಗುತ್ತಿದೆ. ಇದರ ಫಲವಾಗಿ ಪ್ರಕೃತಿ ತನ್ನ ಕೋಪವನ್ನು ತೋರಿಸುತ್ತಿದೆ. ಪ್ರವಾಹ, ಭೂಕುಸಿತ, ಬರಗಾಲ ಇವೆಲ್ಲವೂ ಮನುಷ್ಯನ ದುರಾಸೆಯ ಫಲಗಳು. ಇದನ್ನು ದೇವರ ಕೋಪ ಎನ್ನುವವರಿದ್ದಾರೆ. ಆದರೆ ದೇವರು ಕೋಪಿಸಿಕೊಳ್ಳುವುದಿಲ್ಲ. ನಾವೇ ನಮ್ಮ ನಾಶಕ್ಕೆ ಕಾರಣರಾಗುತ್ತಿದ್ದೇವೆ. ಹಿರಿಯರು: [542, 869, 728, 1014]
third-article-col1: [542, 868, 728, 1014]
registration-mark-icon: +: [455, 20, 467, 36]
main-headline: ಸರ್ವಶಕ್ತ ಮಹಿಳೆಯಲ್ಲ ನಾನು, ನಿಜ ಮಹಿಳೆ: [154, 72, 791, 126]
forest-road-illustration: [290, 852, 532, 1014]
women-gathering-illustration: [482, 448, 698, 602]
third-article-headline: ದೇವರ ಕೋಪ: [538, 790, 914, 862]
brand-english: KANNADA JANASHREE: [101, 36, 304, 54]
issue-date: 22-07-2025 JULY: [450, 38, 564, 52]
second-article-col1-b: [32, 1058, 282, 1136]
third-col2b-paragraph: ಪ್ರವೇಶವನ್ನೇ ತುಂಡು ತುಂಡಾಗಿ ಪೋಣಿಸಿ ನಿರ್ಮಿಸಿಕೊಂಡಿರುವ ಜಗತ್ತಿನ ನಿನ್ನ ಮಾನವನ್ನೆ ಕಳೆದುಕೊಂಡಿದೆ. ನಿನ್ನದು ಅದ್ಭುತ ಕ್ರಿಯೆಗಳು, ನಿನ್ನ ತಪಸ್ಸುಗಳು ಉಪಯೋಗವಿಲ್ಲದಂತಾಗಿವೆ. ಈ ಕ್ಷಣವೇ ನೀನು ಎಚ್ಚೆತ್ತುಕೊಳ್ಳದಿದ್ದರೆ ನಿನ್ನ ನಾಶ ನಿಶ್ಚಿತ. ನಿನ್ನ ಮಕ್ಕಳಿಗಾಗಿ, ಮುಂದಿನ ತಲೆಮಾರುಗಳಿಗಾಗಿ ಈ ಭೂಮಿಯನ್ನು ಉಳಿಸು. ಅದೇ ನಿಜವಾದ ಪೂಜೆ, ಅದೇ ನಿಜವಾದ ಭಕ್ತಿ. ದೇವರ ಕೋಪ ತಣಿಸಲು ಬೇರೆ ದಾರಿಯಿಲ್ಲ. ಪ್ರಕೃತಿಯನ್ನು ಪ್ರೀತಿಸು, ಅದು ನಿನ್ನನ್ನು ಸಲಹುತ್ತದೆ. ಜೀವನ ಕೇವಲ ಸ್ವಾರ್ಥಕ್ಕಾಗಿ ಅಲ್ಲ... ಎಲ್ಲರಿಗಾಗಿ.: [664, 1341, 914, 1433]
